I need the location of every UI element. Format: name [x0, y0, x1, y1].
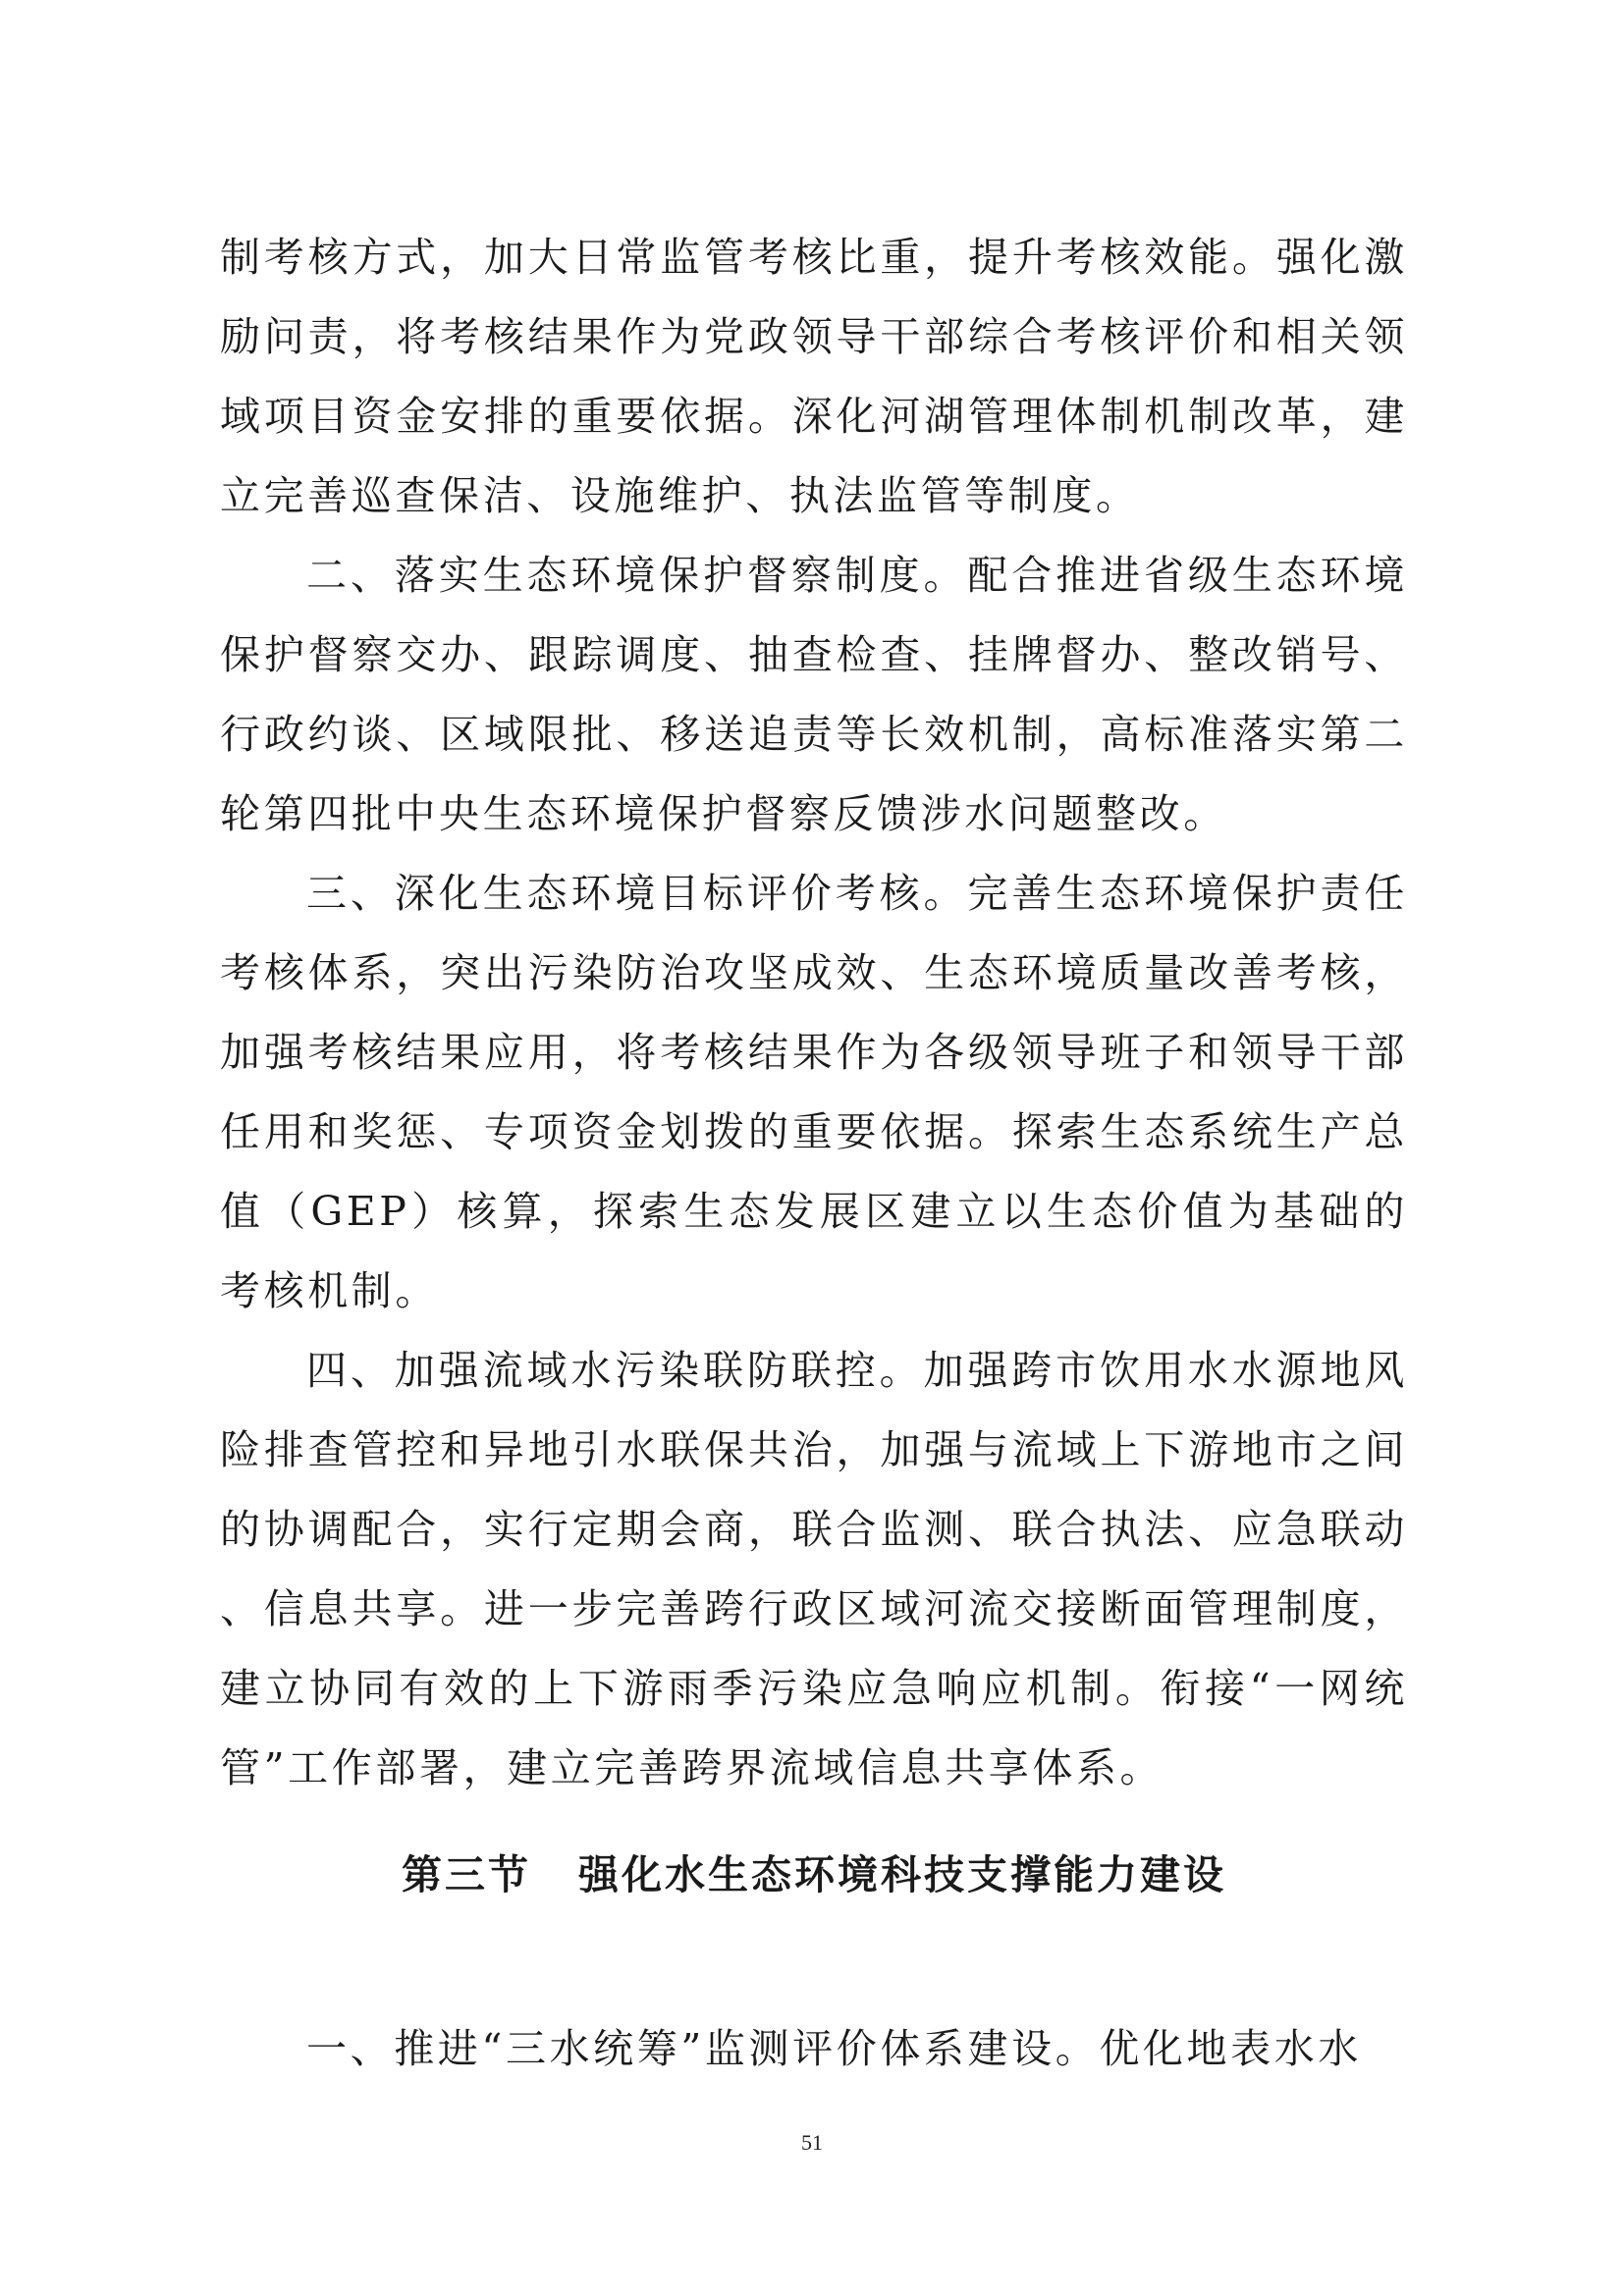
paragraph-continuation: 制考核方式，加大日常监管考核比重，提升考核效能。强化激励问责，将考核结果作为党政领导干部综合考核评价和相关领域项目资金安排的重要依据。深化河湖管理体制机制改革，建立完善巡查保洁、设施维护、执法监管等制度。: [220, 234, 1408, 519]
body-text: [220, 218, 1408, 1808]
section-title: 强化水生态环境科技支撑能力建设: [578, 1851, 1226, 1898]
section-heading: [220, 1836, 1408, 1915]
page-number: 51: [801, 2130, 823, 2155]
paragraph-evaluation: 三、深化生态环境目标评价考核。完善生态环境保护责任考核体系，突出污染防治攻坚成效、生态环境质量改善考核，加强考核结果应用，将考核结果作为各级领导班子和领导干部任用和奖惩、专项资金划拨的重要依据。探索生态系统生产总值（GEP）核算，探索生态发展区建立以生态价值为基础的考核机制。: [220, 870, 1408, 1314]
paragraph-monitoring: 一、推进“三水统筹”监测评价体系建设。优化地表水水: [306, 2025, 1362, 2072]
section-body: [220, 2009, 1408, 2089]
paragraph-joint-control: 四、加强流域水污染联防联控。加强跨市饮用水水源地风险排查管控和异地引水联保共治，加强与流域上下游地市之间的协调配合，实行定期会商，联合监测、联合执法、应急联动、信息共享。进一步完善跨行政区域河流交接断面管理制度，建立协同有效的上下游雨季污染应急响应机制。衔接“一网统管”工作部署，建立完善跨界流域信息共享体系。: [220, 1347, 1408, 1791]
section-number: 第三节: [402, 1851, 531, 1898]
paragraph-supervision: 二、落实生态环境保护督察制度。配合推进省级生态环境保护督察交办、跟踪调度、抽查检查、挂牌督办、整改销号、行政约谈、区域限批、移送追责等长效机制，高标准落实第二轮第四批中央生态环境保护督察反馈涉水问题整改。: [220, 552, 1408, 837]
